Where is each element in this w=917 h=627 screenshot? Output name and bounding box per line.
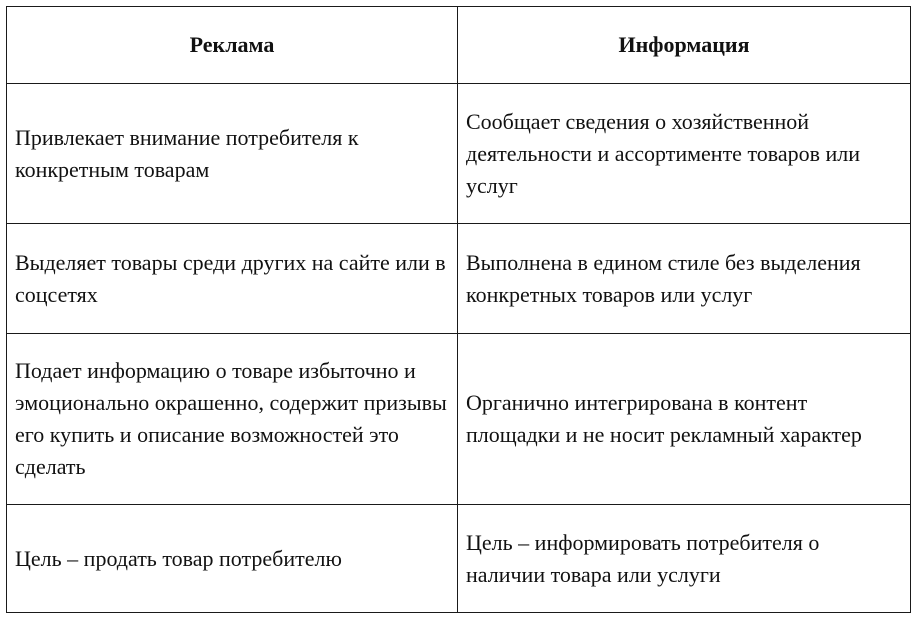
information-cell <box>458 505 911 613</box>
header-advertising: Реклама <box>7 7 458 84</box>
header-information: Информация <box>458 7 911 84</box>
table-row <box>7 334 911 505</box>
table-body <box>7 84 911 613</box>
advertising-cell-text: Цель – продать товар потребителю <box>15 545 342 571</box>
table-header <box>7 7 911 84</box>
advertising-cell <box>7 505 458 613</box>
table-row <box>7 505 911 613</box>
information-cell-text: Цель – информировать потребителя о наличии товара или услуги <box>466 529 820 587</box>
information-cell <box>458 84 911 224</box>
information-cell-text: Выполнена в едином стиле без выделения конкретных товаров или услуг <box>466 249 861 307</box>
information-cell-text: Сообщает сведения о хозяйственной деятельности и ассортименте товаров или услуг <box>466 108 861 198</box>
advertising-cell <box>7 334 458 505</box>
advertising-cell <box>7 84 458 224</box>
advertising-cell-text: Выделяет товары среди других на сайте или в соцсетях <box>15 249 446 307</box>
header-row <box>7 7 911 84</box>
table-row <box>7 224 911 334</box>
information-cell <box>458 334 911 505</box>
advertising-cell-text: Привлекает внимание потребителя к конкретным товарам <box>15 124 359 182</box>
comparison-table <box>6 6 911 613</box>
table-row <box>7 84 911 224</box>
advertising-cell-text: Подает информацию о товаре избыточно и эмоционально окрашенно, содержит призывы его купить и описание возможностей это сделать <box>15 358 447 479</box>
information-cell-text: Органично интегрирована в контент площадки и не носит рекламный характер <box>466 390 862 447</box>
advertising-cell <box>7 224 458 334</box>
information-cell <box>458 224 911 334</box>
